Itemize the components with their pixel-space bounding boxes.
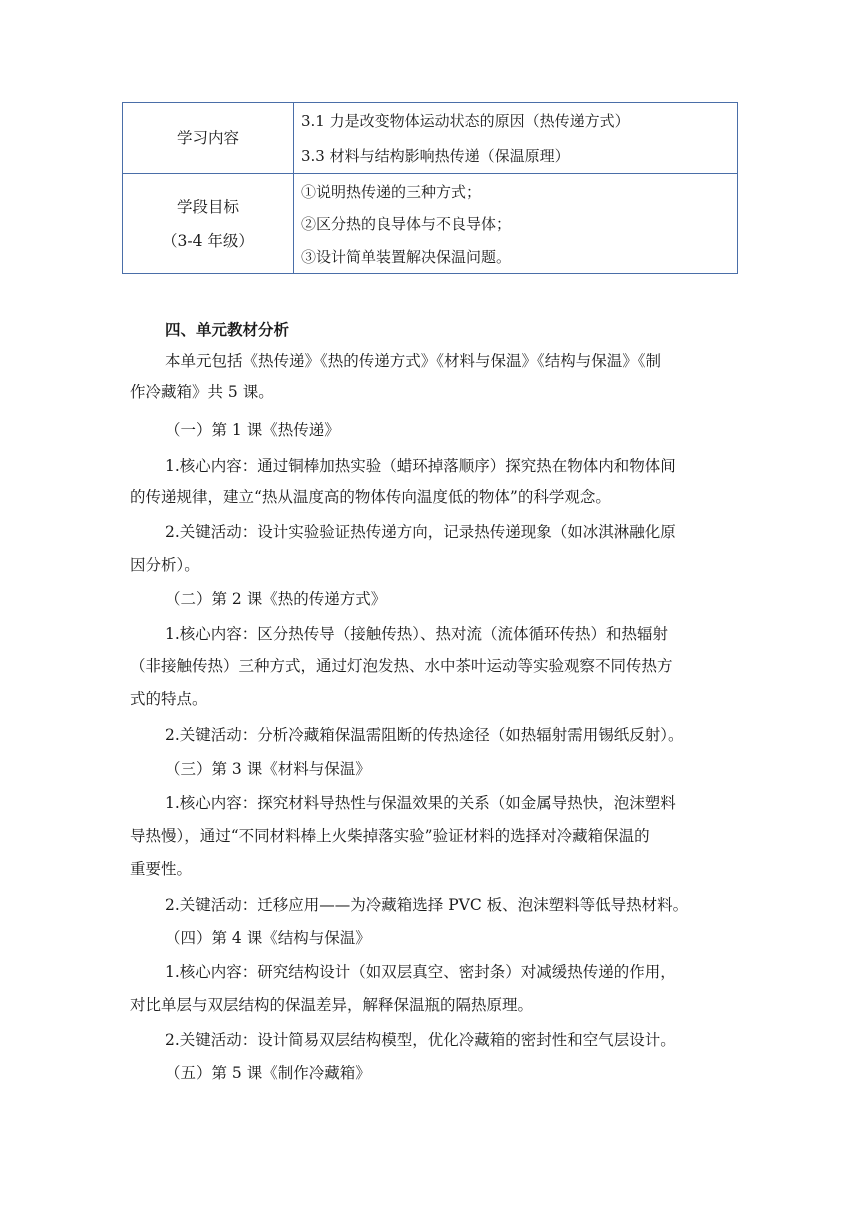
body-line: 因分析）。 <box>130 556 200 574</box>
info-table <box>122 102 738 274</box>
subheading-lesson-5: （五）第 5 课《制作冷藏箱》 <box>165 1064 371 1082</box>
content-line: ②区分热的良导体与不良导体； <box>301 215 512 233</box>
row-label: 学段目标 <box>176 197 239 216</box>
row-content-cell <box>301 174 737 273</box>
table-row-learning-content <box>123 103 737 174</box>
subheading-lesson-4: （四）第 4 课《结构与保温》 <box>165 929 371 947</box>
content-line: 3.3 材料与结构影响热传递（保温原理） <box>301 147 570 165</box>
body-line: 2.关键活动：迁移应用——为冷藏箱选择 PVC 板、泡沫塑料等低导热材料。 <box>165 896 689 914</box>
body-line: 对比单层与双层结构的保温差异，解释保温瓶的隔热原理。 <box>130 996 534 1014</box>
subheading-lesson-1: （一）第 1 课《热传递》 <box>165 421 340 439</box>
body-line: 2.关键活动：设计实验验证热传递方向，记录热传递现象（如冰淇淋融化原 <box>165 523 676 541</box>
body-line: 式的特点。 <box>130 690 208 708</box>
content-line: ①说明热传递的三种方式； <box>301 183 482 201</box>
body-line: 1.核心内容：通过铜棒加热实验（蜡环掉落顺序）探究热在物体内和物体间 <box>165 457 676 475</box>
subheading-lesson-3: （三）第 3 课《材料与保温》 <box>165 760 371 778</box>
body-line: 1.核心内容：区分热传导（接触传热）、热对流（流体循环传热）和热辐射 <box>165 625 669 643</box>
row-label-cell <box>123 174 294 273</box>
row-label: 学习内容 <box>176 129 239 147</box>
row-label-cell <box>123 103 294 173</box>
table-row-stage-goals <box>123 174 737 273</box>
body-line: 的传递规律，建立“热从温度高的物体传向温度低的物体”的科学观念。 <box>130 488 611 506</box>
content-line: ③设计简单装置解决保温问题。 <box>301 248 512 266</box>
body-line: 1.核心内容：研究结构设计（如双层真空、密封条）对减缓热传递的作用， <box>165 963 676 981</box>
subheading-lesson-2: （二）第 2 课《热的传递方式》 <box>165 590 387 608</box>
row-content-cell <box>301 103 737 173</box>
section-heading: 四、单元教材分析 <box>165 320 290 339</box>
body-line: 本单元包括《热传递》《热的传递方式》《材料与保温》《结构与保温》《制 <box>165 352 662 370</box>
body-line: 2.关键活动：分析冷藏箱保温需阻断的传热途径（如热辐射需用锡纸反射）。 <box>165 726 684 744</box>
body-line: 2.关键活动：设计简易双层结构模型，优化冷藏箱的密封性和空气层设计。 <box>165 1031 676 1049</box>
body-line: 作冷藏箱》共 5 课。 <box>130 383 274 401</box>
row-sublabel: （3-4 年级） <box>162 231 254 250</box>
content-line: 3.1 力是改变物体运动状态的原因（热传递方式） <box>301 112 630 130</box>
body-line: 导热慢），通过“不同材料棒上火柴掉落实验”验证材料的选择对冷藏箱保温的 <box>130 827 650 845</box>
body-line: （非接触传热）三种方式，通过灯泡发热、水中茶叶运动等实验观察不同传热方 <box>130 657 673 675</box>
body-line: 1.核心内容：探究材料导热性与保温效果的关系（如金属导热快，泡沫塑料 <box>165 794 676 812</box>
body-line: 重要性。 <box>130 860 193 878</box>
